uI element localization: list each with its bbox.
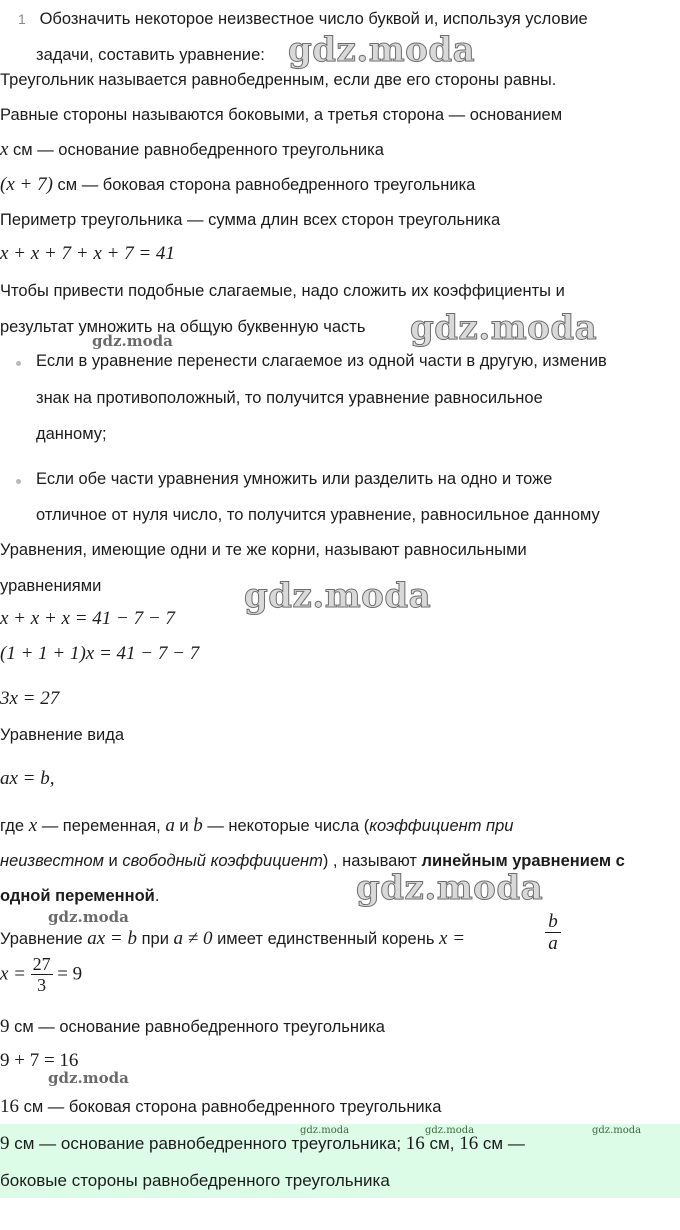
- equivalence-line-2: уравнениями: [0, 577, 102, 595]
- step-title-text: Обозначить некоторое неизвестное число буквой и, используя условие: [39, 10, 588, 28]
- side-result-line: 16 см — боковая сторона равнобедренного треугольника: [0, 1096, 442, 1117]
- equation-2: x + x + x = 41 − 7 − 7: [0, 608, 175, 629]
- base-result-line: 9 см — основание равнобедренного треугольника: [0, 1016, 385, 1037]
- watermark: gdz.moda: [288, 30, 476, 70]
- watermark-tiny: gdz.moda: [425, 1125, 475, 1136]
- solution-fraction-line: x = $\frac{27}{3}$ = 9: [0, 954, 83, 995]
- watermark-small: gdz.moda: [92, 332, 173, 350]
- step-title-line-1: [18, 8, 588, 30]
- fraction: $\frac{27}{3}$: [32, 954, 51, 995]
- equation-form: ax = b,: [0, 768, 55, 789]
- equation-form-label: Уравнение вида: [0, 726, 125, 744]
- answer-line-2: боковые стороны равнобедренного треугольника: [0, 1171, 390, 1190]
- watermark: gdz.moda: [356, 868, 544, 908]
- watermark-tiny: gdz.moda: [300, 1125, 350, 1136]
- like-terms-line-2: результат умножить на общую буквенную часть: [0, 318, 366, 336]
- definition-sides: Равные стороны называются боковыми, а третья сторона — основанием: [0, 106, 563, 124]
- step-number: 1: [18, 11, 26, 27]
- watermark-tiny: gdz.moda: [592, 1125, 642, 1136]
- equation-1: x + x + 7 + x + 7 = 41: [0, 243, 175, 264]
- equation-5: 9 + 7 = 16: [0, 1050, 79, 1071]
- equivalence-line-1: Уравнения, имеющие одни и те же корни, называют равносильными: [0, 541, 527, 559]
- base-line: x см — основание равнобедренного треугольника: [0, 139, 384, 160]
- where-line: где x — переменная, a и b — некоторые числа (коэффициент при: [0, 815, 514, 836]
- rule-1-line-2: знак на противоположный, то получится уравнение равносильное: [36, 389, 543, 407]
- side-line: (x + 7) см — боковая сторона равнобедренного треугольника: [0, 174, 476, 195]
- watermark-small: gdz.moda: [48, 1069, 129, 1087]
- rule-1-line-1: Если в уравнение перенести слагаемое из одной части в другую, изменив: [36, 352, 607, 370]
- rule-1-line-3: данному;: [36, 425, 107, 443]
- root-fraction: b a: [545, 912, 561, 954]
- equation-3: (1 + 1 + 1)x = 41 − 7 − 7: [0, 643, 200, 664]
- step-title-line-2: задачи, составить уравнение:: [36, 46, 265, 64]
- watermark: gdz.moda: [244, 576, 432, 616]
- definition-isosceles: Треугольник называется равнобедренным, если две его стороны равны.: [0, 71, 557, 89]
- perimeter-definition: Периметр треугольника — сумма длин всех сторон треугольника: [0, 211, 501, 229]
- rule-2-line-1: Если обе части уравнения умножить или разделить на одно и тоже: [36, 470, 553, 488]
- unique-root-line: Уравнение ax = b при a ≠ 0 имеет единственный корень x =: [0, 928, 466, 949]
- equation-4: 3x = 27: [0, 688, 60, 709]
- rule-2-line-2: отличное от нуля число, то получится уравнение, равносильное данному: [36, 506, 600, 524]
- bullet-dot: [16, 479, 21, 484]
- where-line-3: одной переменной.: [0, 887, 160, 905]
- like-terms-line-1: Чтобы привести подобные слагаемые, надо сложить их коэффициенты и: [0, 282, 565, 300]
- answer-line-1: 9 см — основание равнобедренного треугольника; 16 см, 16 см —: [0, 1133, 525, 1154]
- bullet-dot: [16, 361, 21, 366]
- where-line-2: неизвестном и свободный коэффициент) , называют линейным уравнением с: [0, 852, 625, 870]
- watermark: gdz.moda: [410, 308, 598, 348]
- watermark-small: gdz.moda: [48, 908, 129, 926]
